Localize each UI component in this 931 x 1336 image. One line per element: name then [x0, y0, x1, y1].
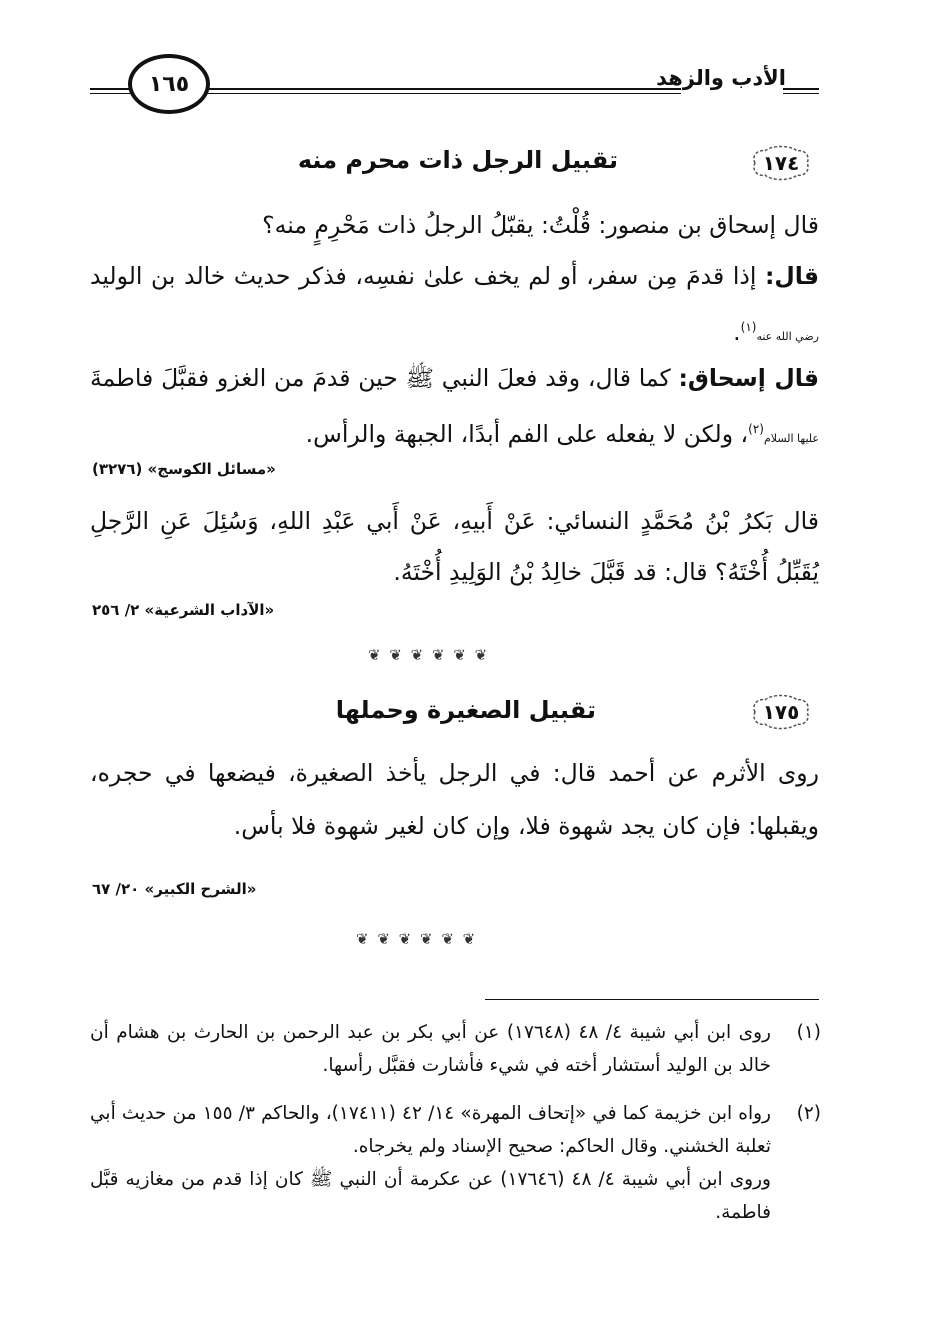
- footnote-ref[interactable]: (٢): [748, 422, 764, 436]
- header-rule-right-thin: [200, 93, 681, 94]
- header-rule-far-right: [783, 88, 819, 90]
- section-number: ١٧٥: [762, 700, 800, 724]
- section-title: تقبيل الرجل ذات محرم منه: [297, 146, 618, 174]
- honorific-glyph: رضي الله عنه: [756, 329, 819, 343]
- header-rule-far-right-thin: [783, 93, 819, 94]
- header-rule-left-thin: [90, 93, 132, 94]
- footnote-separator: [485, 999, 819, 1000]
- section-divider-ornament: ❦ ❦ ❦ ❦ ❦ ❦: [368, 646, 490, 664]
- footnote-ref[interactable]: (١): [740, 320, 757, 334]
- section-number-badge: [749, 692, 813, 732]
- header-rule-left: [90, 88, 132, 90]
- paragraph-text: حين قدمَ من الغزو فقبَّلَ فاطمةَ: [90, 364, 398, 392]
- citation: «مسائل الكوسج» (٣٢٧٦): [92, 460, 276, 478]
- salutation-glyph: ﷺ: [405, 364, 434, 392]
- footnote-text: رواه ابن خزيمة كما في «إتحاف المهرة» ١٤/ ٤٢ (١٧٤١١)، والحاكم ٣/ ١٥٥ من حديث أبي ثعلبة الخشني. وقال الحاكم: صحيح الإسناد ولم يخرجاه.: [90, 1103, 771, 1157]
- speaker-label: قال:: [765, 262, 819, 290]
- citation: «الآداب الشرعية» ٢/ ٢٥٦: [92, 601, 275, 619]
- footnote-text: روى ابن أبي شيبة ٤/ ٤٨ (١٧٦٤٨) عن أبي بكر بن عبد الرحمن بن الحارث بن هشام أن خالد بن الوليد أستشار أخته في شيء فأشارت فقبَّل رأسها.: [90, 1022, 771, 1076]
- section-divider-ornament: ❦ ❦ ❦ ❦ ❦ ❦: [356, 930, 478, 948]
- speaker-label: قال إسحاق:: [678, 364, 819, 392]
- honorific-glyph: عليها السلام: [763, 431, 819, 445]
- paragraph: قال: إذا قدمَ مِن سفر، أو لم يخف علىٰ نفسِه، فذكر حديث خالد بن الوليد رضي الله عنه$^{(١)}$.: [90, 262, 819, 346]
- footnote: [90, 1097, 819, 1229]
- paragraph: [90, 353, 819, 464]
- footnote-number: (٢): [796, 1103, 821, 1124]
- running-header-title: الأدب والزهد: [656, 66, 786, 90]
- header-rule-right: [200, 88, 681, 90]
- footnote-number: (١): [796, 1022, 821, 1043]
- paragraph-text: كما قال، وقد فعلَ النبي: [441, 364, 671, 392]
- paragraph: قال إسحاق بن منصور: قُلْتُ: يقبّلُ الرجلُ ذات مَحْرِمٍ منه؟: [262, 211, 819, 239]
- paragraph-text: ، ولكن لا يفعله على الفم أبدًا، الجبهة والرأس.: [305, 419, 749, 448]
- page-number-badge: ١٦٥: [128, 54, 210, 114]
- footnote: [90, 1016, 819, 1082]
- section-number-badge: [749, 143, 813, 183]
- paragraph: روى الأثرم عن أحمد قال: في الرجل يأخذ الصغيرة، فيضعها في حجره، ويقبلها: فإن كان يجد شهوة فلا، وإن كان لغير شهوة فلا بأس.: [90, 759, 819, 840]
- paragraph: قال بَكرُ بْنُ مُحَمَّدٍ النسائي: عَنْ أَبيهِ، عَنْ أَبي عَبْدِ اللهِ، وَسُئِلَ عَنِ الرَّجلِ يُقَبِّلُ أُخْتَهُ؟ قال: قد قَبَّلَ خالِدُ بْنُ الوَلِيدِ أُخْتَهُ.: [90, 507, 819, 586]
- citation: «الشرح الكبير» ٢٠/ ٦٧: [92, 880, 257, 898]
- paragraph-text: إذا قدمَ مِن سفر، أو لم يخف علىٰ نفسِه، فذكر حديث خالد بن الوليد: [90, 262, 757, 290]
- section-number: ١٧٤: [762, 151, 800, 175]
- section-title: تقبيل الصغيرة وحملها: [335, 696, 596, 724]
- footnote-text: وروى ابن أبي شيبة ٤/ ٤٨ (١٧٦٤٦) عن عكرمة أن النبي ﷺ كان إذا قدم من مغازيه قبَّل فاطمة.: [90, 1169, 771, 1223]
